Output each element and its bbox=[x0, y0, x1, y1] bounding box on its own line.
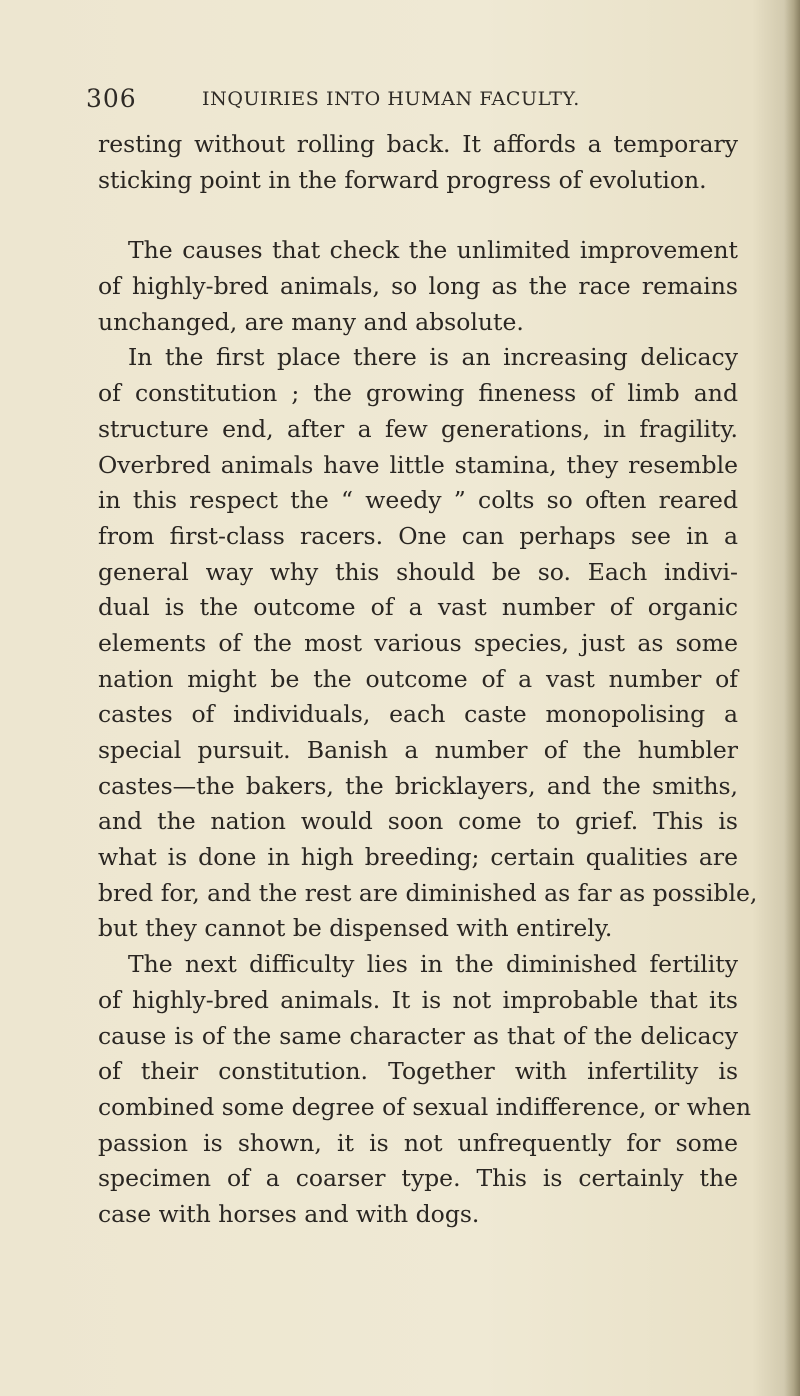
text-line: Overbred animals have little stamina, they resemble bbox=[98, 450, 738, 479]
paragraph bbox=[98, 233, 738, 340]
running-head bbox=[86, 84, 726, 118]
paragraph bbox=[98, 340, 758, 947]
text-line: resting without rolling back. It affords a temporary bbox=[98, 130, 738, 158]
text-line: nation might be the outcome of a vast number of bbox=[98, 664, 738, 693]
text-line: castes—the bakers, the bricklayers, and the smiths, bbox=[98, 771, 738, 800]
body-text bbox=[98, 127, 758, 1233]
text-line: passion is shown, it is not unfrequently for some bbox=[98, 1128, 738, 1157]
paragraph bbox=[98, 947, 751, 1233]
text-line: combined some degree of sexual indifference, or when bbox=[98, 1092, 751, 1121]
text-line: of constitution ; the growing fineness of limb and bbox=[98, 379, 738, 408]
text-line: and the nation would soon come to grief. This is bbox=[98, 807, 738, 836]
text-line: of their constitution. Together with infertility is bbox=[98, 1057, 738, 1086]
text-line: In the first place there is an increasing delicacy bbox=[128, 343, 738, 372]
running-title: INQUIRIES INTO HUMAN FACULTY. bbox=[202, 88, 580, 110]
text-line: The next difficulty lies in the diminished fertility bbox=[128, 950, 738, 979]
text-line: case with horses and with dogs. bbox=[98, 1199, 480, 1228]
text-line: what is done in high breeding; certain qualities are bbox=[98, 843, 738, 872]
text-line: general way why this should be so. Each indivi- bbox=[98, 557, 738, 586]
text-line: sticking point in the forward progress of evolution. bbox=[98, 165, 707, 194]
text-line: castes of individuals, each caste monopolising a bbox=[98, 700, 738, 729]
text-line: specimen of a coarser type. This is certainly the bbox=[98, 1164, 738, 1193]
paragraph bbox=[98, 127, 738, 198]
page-edge-shadow bbox=[784, 0, 800, 1396]
text-line: of highly-bred animals, so long as the race remains bbox=[98, 272, 738, 301]
text-line: of highly-bred animals. It is not improbable that its bbox=[98, 985, 738, 1014]
text-line: from first-class racers. One can perhaps see in a bbox=[98, 521, 738, 550]
text-line: but they cannot be dispensed with entirely. bbox=[98, 914, 613, 943]
text-line: bred for, and the rest are diminished as far as possible, bbox=[98, 878, 758, 907]
paragraph-gap bbox=[98, 198, 738, 233]
text-line: dual is the outcome of a vast number of organic bbox=[98, 593, 738, 622]
page-number: 306 bbox=[86, 84, 137, 113]
text-line: cause is of the same character as that of the delicacy bbox=[98, 1021, 738, 1050]
text-line: special pursuit. Banish a number of the humbler bbox=[98, 736, 738, 764]
text-line: structure end, after a few generations, in fragility. bbox=[98, 414, 738, 443]
text-line: elements of the most various species, just as some bbox=[98, 628, 738, 657]
text-line: in this respect the “ weedy ” colts so often reared bbox=[98, 486, 738, 515]
text-line: unchanged, are many and absolute. bbox=[98, 307, 524, 336]
text-line: The causes that check the unlimited improvement bbox=[128, 236, 738, 265]
